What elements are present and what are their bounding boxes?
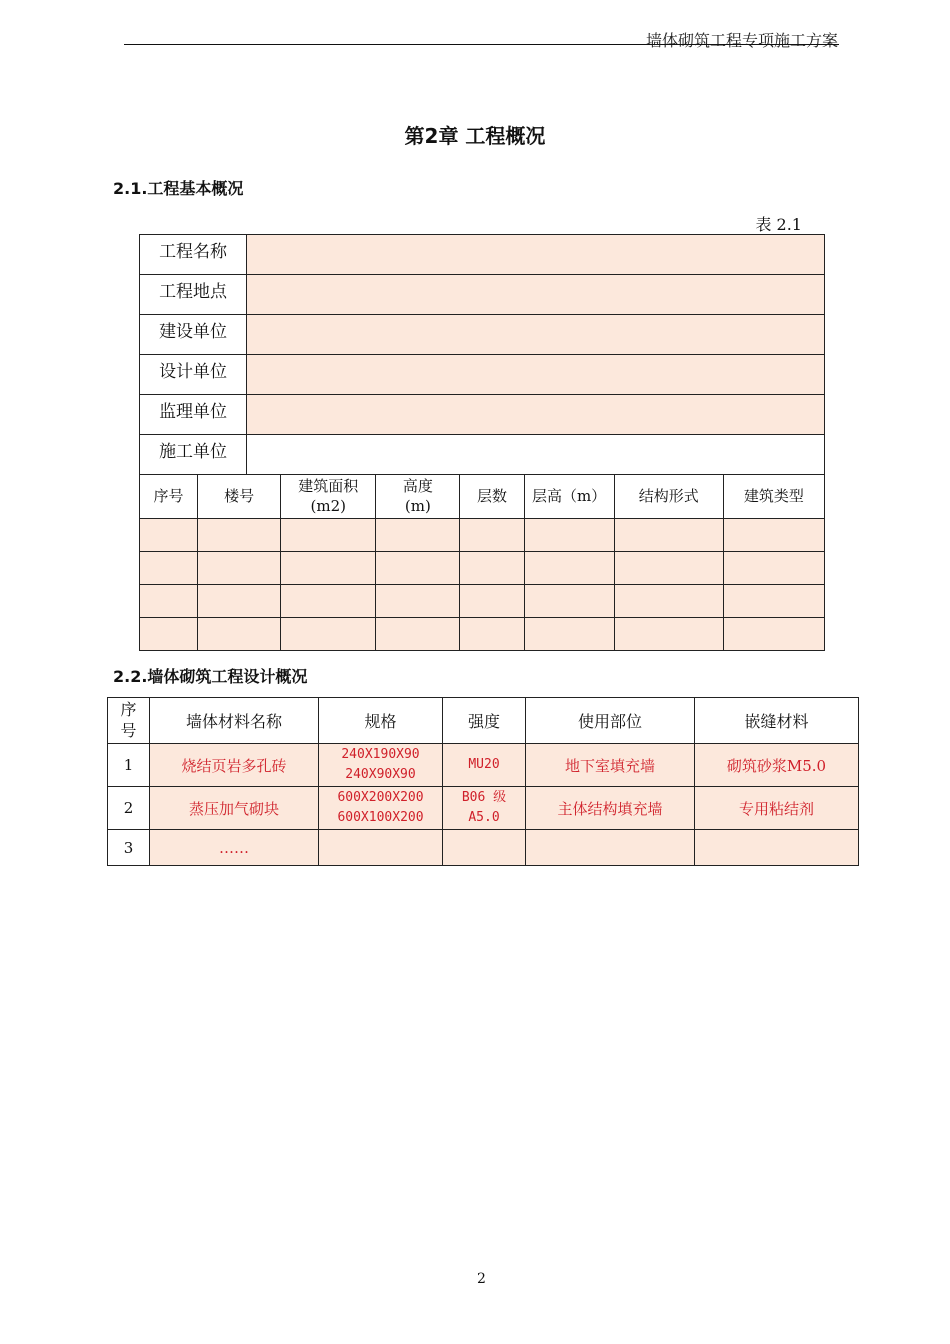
cell[interactable] bbox=[281, 585, 376, 618]
cell[interactable] bbox=[723, 618, 824, 651]
cell[interactable] bbox=[723, 552, 824, 585]
col-header: 高度 (m) bbox=[376, 475, 460, 519]
col-header: 序号 bbox=[140, 475, 198, 519]
building-row bbox=[140, 552, 825, 585]
col-header: 层数 bbox=[460, 475, 524, 519]
material-name: 烧结页岩多孔砖 bbox=[150, 744, 319, 787]
building-row bbox=[140, 519, 825, 552]
cell[interactable] bbox=[281, 552, 376, 585]
col-header: 强度 bbox=[443, 698, 526, 744]
col-header: 结构形式 bbox=[614, 475, 723, 519]
material-name: …… bbox=[150, 830, 319, 866]
table-row bbox=[108, 830, 859, 866]
page-number: 2 bbox=[477, 1271, 486, 1287]
cell[interactable] bbox=[614, 618, 723, 651]
col-header: 序 号 bbox=[108, 698, 150, 744]
table-row bbox=[108, 744, 859, 787]
spec: 240X190X90 240X90X90 bbox=[319, 744, 443, 787]
cell[interactable] bbox=[198, 585, 281, 618]
col-header: 规格 bbox=[319, 698, 443, 744]
strength: MU20 bbox=[443, 744, 526, 787]
row-number: 2 bbox=[108, 787, 150, 830]
header-rule bbox=[124, 44, 839, 45]
wall-design-table bbox=[107, 697, 859, 866]
running-header: 墙体砌筑工程专项施工方案 bbox=[645, 31, 838, 50]
section-heading-wall: 2.2.墙体砌筑工程设计概况 bbox=[113, 667, 308, 686]
strength: B06 级 A5.0 bbox=[443, 787, 526, 830]
info-row bbox=[140, 315, 825, 355]
cell[interactable] bbox=[140, 618, 198, 651]
info-row bbox=[140, 275, 825, 315]
info-value[interactable] bbox=[247, 275, 825, 315]
info-value[interactable] bbox=[247, 435, 825, 475]
row-number: 1 bbox=[108, 744, 150, 787]
info-row bbox=[140, 355, 825, 395]
info-value[interactable] bbox=[247, 235, 825, 275]
cell[interactable] bbox=[198, 552, 281, 585]
table-row bbox=[108, 787, 859, 830]
info-label: 监理单位 bbox=[140, 395, 247, 435]
info-label: 建设单位 bbox=[140, 315, 247, 355]
cell[interactable] bbox=[460, 519, 524, 552]
usage-location[interactable] bbox=[526, 830, 695, 866]
cell[interactable] bbox=[460, 552, 524, 585]
building-row bbox=[140, 585, 825, 618]
col-header: 楼号 bbox=[198, 475, 281, 519]
cell[interactable] bbox=[460, 585, 524, 618]
info-row bbox=[140, 395, 825, 435]
cell[interactable] bbox=[376, 618, 460, 651]
cell[interactable] bbox=[140, 519, 198, 552]
cell[interactable] bbox=[524, 618, 614, 651]
joint-material: 砌筑砂浆M5.0 bbox=[695, 744, 859, 787]
cell[interactable] bbox=[198, 519, 281, 552]
col-header: 使用部位 bbox=[526, 698, 695, 744]
project-overview-table bbox=[139, 234, 825, 651]
info-label: 设计单位 bbox=[140, 355, 247, 395]
info-value[interactable] bbox=[247, 355, 825, 395]
joint-material[interactable] bbox=[695, 830, 859, 866]
cell[interactable] bbox=[376, 585, 460, 618]
building-header-row bbox=[140, 475, 825, 519]
building-row bbox=[140, 618, 825, 651]
strength[interactable] bbox=[443, 830, 526, 866]
cell[interactable] bbox=[281, 618, 376, 651]
material-name: 蒸压加气砌块 bbox=[150, 787, 319, 830]
usage-location: 地下室填充墙 bbox=[526, 744, 695, 787]
table-caption: 表 2.1 bbox=[755, 215, 802, 234]
usage-location: 主体结构填充墙 bbox=[526, 787, 695, 830]
spec[interactable] bbox=[319, 830, 443, 866]
cell[interactable] bbox=[524, 552, 614, 585]
cell[interactable] bbox=[723, 519, 824, 552]
cell[interactable] bbox=[376, 519, 460, 552]
cell[interactable] bbox=[198, 618, 281, 651]
info-value[interactable] bbox=[247, 315, 825, 355]
cell[interactable] bbox=[614, 552, 723, 585]
row-number: 3 bbox=[108, 830, 150, 866]
col-header: 层高（m） bbox=[524, 475, 614, 519]
section-heading-basic: 2.1.工程基本概况 bbox=[113, 179, 244, 198]
wall-header-row bbox=[108, 698, 859, 744]
cell[interactable] bbox=[460, 618, 524, 651]
cell[interactable] bbox=[281, 519, 376, 552]
cell[interactable] bbox=[524, 585, 614, 618]
info-label: 工程地点 bbox=[140, 275, 247, 315]
cell[interactable] bbox=[376, 552, 460, 585]
cell[interactable] bbox=[140, 585, 198, 618]
info-label: 工程名称 bbox=[140, 235, 247, 275]
col-header: 嵌缝材料 bbox=[695, 698, 859, 744]
col-header: 建筑类型 bbox=[723, 475, 824, 519]
info-label: 施工单位 bbox=[140, 435, 247, 475]
info-value[interactable] bbox=[247, 395, 825, 435]
chapter-title: 第2章 工程概况 bbox=[404, 124, 546, 148]
col-header: 墙体材料名称 bbox=[150, 698, 319, 744]
joint-material: 专用粘结剂 bbox=[695, 787, 859, 830]
cell[interactable] bbox=[524, 519, 614, 552]
cell[interactable] bbox=[723, 585, 824, 618]
col-header: 建筑面积 (m2) bbox=[281, 475, 376, 519]
spec: 600X200X200 600X100X200 bbox=[319, 787, 443, 830]
cell[interactable] bbox=[140, 552, 198, 585]
cell[interactable] bbox=[614, 585, 723, 618]
cell[interactable] bbox=[614, 519, 723, 552]
info-row bbox=[140, 235, 825, 275]
info-row bbox=[140, 435, 825, 475]
